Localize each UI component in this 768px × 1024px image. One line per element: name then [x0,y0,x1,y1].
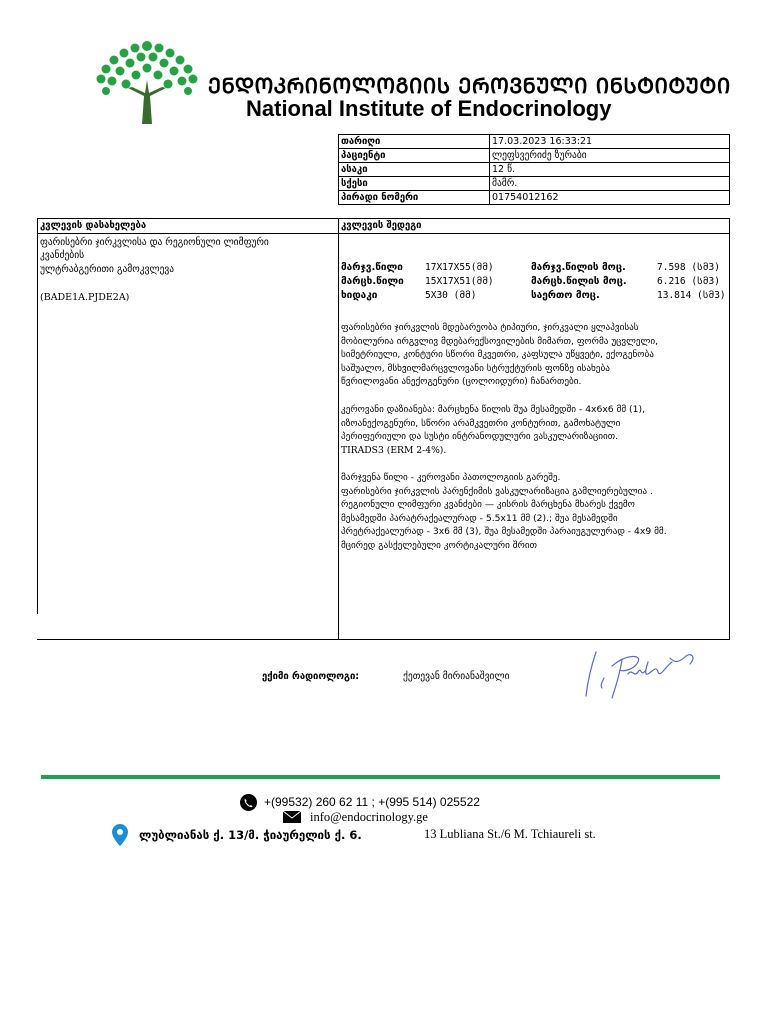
study-name-line2: კვანძების [40,250,85,261]
row-label: პაციენტი [339,149,490,163]
study-name-line3: ულტრაბგერითი გამოკვლევა [40,264,175,275]
paragraph-line: იზოანექოგენური, სწორი არამკვეთრი კონტურით, გამოხატული [341,417,621,429]
handwritten-signature [582,648,700,700]
volume-label: მარჯვ.წილის მოც. [531,262,626,273]
row-value: 01754012162 [490,191,730,205]
table-divider [37,639,730,640]
footer-divider [41,775,720,779]
paragraph-line: წვრილოვანი ანექოგენური (ცოლოიდური) ჩანართები. [341,376,582,388]
row-value: ლეფსვერიძე ზურაბი [490,149,730,163]
volume-label: საერთო მოც. [531,290,600,301]
study-name-line1: ფარისებრი ჯირკვლისა და რეგიონული ლიმფური [40,237,269,248]
paragraph-line: მობილურია ირგვლივ მდებარექსოვილების მიმართ, ფორმა უცვლელი, [341,335,658,347]
measurement-value: 15X17X51(მმ) [425,276,494,287]
footer-phone: +(99532) 260 62 11 ; +(995 514) 025522 [264,795,480,809]
table-divider [338,218,339,640]
volume-label: მარცხ.წილის მოც. [531,276,627,287]
row-label: ასაკი [339,163,490,177]
finding-paragraph-thyroid [341,321,731,389]
paragraph-line: TIRADS3 (ERM 2-4%). [341,444,447,456]
paragraph-line: ფარისებრი ჯირკვლის პარენქიმის ვასკულარიზაცია გამლიერებულია . [341,485,653,497]
volume-value: 6.216 (სმ3) [657,276,720,287]
radiologist-name: ქეთევან მირიანაშვილი [403,671,510,682]
footer-address-english: 13 Lubliana St./6 M. Tchiaureli st. [424,827,596,841]
location-pin-icon [112,824,128,846]
row-value: 17.03.2023 16:33:21 [490,135,730,149]
radiologist-label: ექიმი რადიოლოგი: [262,671,360,682]
measurement-label: მარცხ.წილი [341,276,404,287]
measurement-value: 17X17X55(მმ) [425,262,494,273]
paragraph-line: საშუალო, მსხვილმარცვლოვანი სტრუქტურის ფონზე ისახება [341,362,610,374]
paragraph-line: კეროვანი დაზიანება: მარცხენა წილის შუა მესამედში - 4x6x6 მმ (1), [341,404,645,415]
paragraph-line: მცირედ გასქელებული კორტიკალური შრით [341,539,537,551]
volume-value: 13.814 (სმ3) [657,290,726,301]
row-label: სქესი [339,177,490,191]
patient-row-date [339,135,730,149]
institute-name-georgian: ᲔᲜᲓᲝᲙᲠᲘᲜᲝᲚᲝᲒᲘᲘᲡ ᲔᲠᲝᲕᲜᲣᲚᲘ ᲘᲜᲡᲢᲘᲢᲣᲢᲘ [208,74,731,98]
row-value: მამრ. [490,177,730,191]
paragraph-line: სიმეტრიული, კონტური სწორი მკვეთრი, კაფსულა უწყვეტი, ექოგენობა [341,349,654,361]
footer-email: info@endocrinology.ge [310,810,428,824]
table-divider [37,218,730,219]
table-divider [37,218,38,614]
measurement-label: ხიდაკი [341,290,378,301]
volume-value: 7.598 (სმ3) [657,262,720,273]
footer-address-georgian: ლუბლიანას ქ. 13/მ. ჭიაურელის ქ. 6. [139,828,362,842]
patient-row-name [339,149,730,163]
study-code: (BADE1A.PJDE2A) [40,292,130,303]
patient-row-id [339,191,730,205]
paragraph-line: ფარისებრი ჯირკვლის მდებარეობა ტიპიური, ჯირკვალი ყლაპვისას [341,322,639,333]
row-label: თარიღი [339,135,490,149]
paragraph-line: რეგიონული ლიმფური კვანძები — კისრის მარცხენა მხარეს ქვემო [341,499,635,511]
study-table [37,218,730,640]
institute-name-english: National Institute of Endocrinology [246,96,612,121]
finding-paragraph-lesion [341,403,731,457]
row-value: 12 წ. [490,163,730,177]
patient-row-sex [339,177,730,191]
row-label: პირადი ნომერი [339,191,490,205]
paragraph-line: პერიფერიული და სუსტი ინტრანოდულური ვასკულარიზაციით. [341,431,619,443]
envelope-icon [283,811,301,823]
phone-icon [240,794,257,811]
paragraph-line: პრეტრაქეალურად - 3x6 მმ (3), შუა მესამედში პარაიუგულურად - 4x9 მმ. [341,526,667,538]
finding-paragraph-lymph-nodes [341,471,731,553]
measurement-value: 5X30 (მმ) [425,290,477,301]
paragraph-line: მესამედში პარატრაქეალურად - 5.5x11 მმ (2).; შუა მესამედში [341,512,618,524]
tree-logo-icon [92,38,202,124]
table-divider [37,233,730,234]
patient-row-age [339,163,730,177]
study-name-header: კვლევის დასახელება [40,220,147,231]
study-result-header: კვლევის შედეგი [341,220,422,231]
patient-info-table [338,134,730,205]
measurement-label: მარჯვ.წილი [341,262,403,273]
paragraph-line: მარჯვენა წილი - კეროვანი პათოლოგიის გარეშე. [341,472,561,483]
